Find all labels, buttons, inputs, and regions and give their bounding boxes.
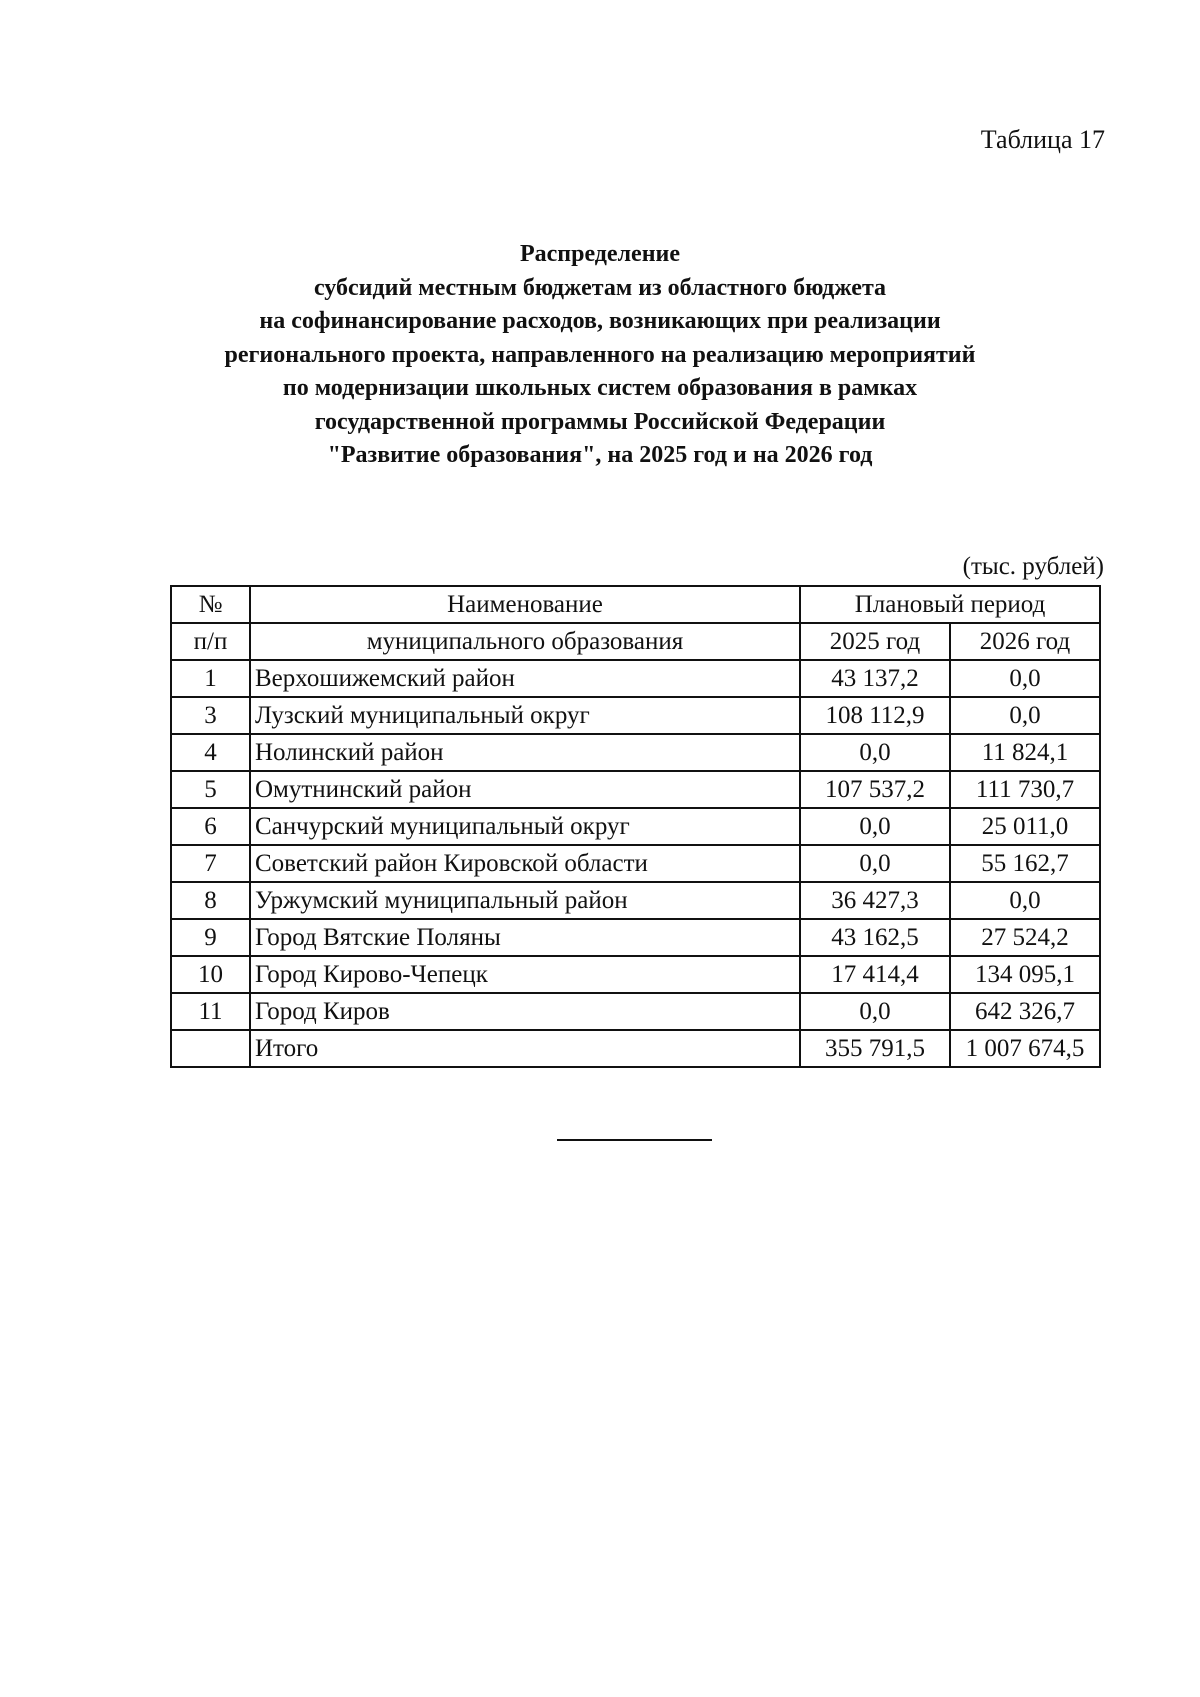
row-number: 1 [171, 660, 250, 697]
total-label: Итого [250, 1030, 800, 1067]
row-number: 11 [171, 993, 250, 1030]
value-2026: 11 824,1 [950, 734, 1100, 771]
title-line: регионального проекта, направленного на реализацию мероприятий [224, 341, 976, 368]
value-2025: 43 162,5 [800, 919, 950, 956]
row-number: 8 [171, 882, 250, 919]
value-2025: 108 112,9 [800, 697, 950, 734]
value-2026: 0,0 [950, 660, 1100, 697]
municipality-name: Город Киров [250, 993, 800, 1030]
value-2025: 43 137,2 [800, 660, 950, 697]
row-number: 10 [171, 956, 250, 993]
header-num-sub: п/п [171, 623, 250, 660]
footer-divider [557, 1139, 712, 1141]
units-label: (тыс. рублей) [962, 553, 1104, 580]
header-year-2025: 2025 год [800, 623, 950, 660]
value-2026: 0,0 [950, 882, 1100, 919]
municipality-name: Город Вятские Поляны [250, 919, 800, 956]
value-2026: 27 524,2 [950, 919, 1100, 956]
value-2025: 17 414,4 [800, 956, 950, 993]
municipality-name: Нолинский район [250, 734, 800, 771]
total-2025: 355 791,5 [800, 1030, 950, 1067]
table-body [171, 660, 1100, 1030]
municipality-name: Город Кирово-Чепецк [250, 956, 800, 993]
title-line: субсидий местным бюджетам из областного бюджета [313, 274, 887, 301]
table-row [171, 808, 1100, 845]
table-row [171, 882, 1100, 919]
table-row [171, 845, 1100, 882]
value-2025: 107 537,2 [800, 771, 950, 808]
row-number: 6 [171, 808, 250, 845]
value-2025: 36 427,3 [800, 882, 950, 919]
total-num-cell [171, 1030, 250, 1067]
value-2026: 642 326,7 [950, 993, 1100, 1030]
title-line: государственной программы Российской Федерации [314, 408, 886, 435]
municipality-name: Санчурский муниципальный округ [250, 808, 800, 845]
row-number: 7 [171, 845, 250, 882]
municipality-name: Лузский муниципальный округ [250, 697, 800, 734]
header-num: № [171, 586, 250, 623]
header-name: Наименование [250, 586, 800, 623]
table-total-row [171, 1030, 1100, 1067]
table-row [171, 734, 1100, 771]
title-line: Распределение [519, 241, 681, 267]
row-number: 4 [171, 734, 250, 771]
table-row [171, 660, 1100, 697]
row-number: 9 [171, 919, 250, 956]
municipality-name: Уржумский муниципальный район [250, 882, 800, 919]
row-number: 3 [171, 697, 250, 734]
value-2025: 0,0 [800, 808, 950, 845]
subsidy-table [170, 585, 1101, 1068]
value-2025: 0,0 [800, 734, 950, 771]
municipality-name: Советский район Кировской области [250, 845, 800, 882]
table-row [171, 956, 1100, 993]
header-period: Плановый период [800, 586, 1100, 623]
value-2025: 0,0 [800, 993, 950, 1030]
table-header-row [171, 623, 1100, 660]
value-2026: 0,0 [950, 697, 1100, 734]
value-2025: 0,0 [800, 845, 950, 882]
table-row [171, 993, 1100, 1030]
value-2026: 134 095,1 [950, 956, 1100, 993]
total-2026: 1 007 674,5 [950, 1030, 1100, 1067]
table-row [171, 771, 1100, 808]
table-row [171, 919, 1100, 956]
title-line: по модернизации школьных систем образования в рамках [282, 375, 918, 401]
value-2026: 55 162,7 [950, 845, 1100, 882]
document-title [0, 238, 1200, 473]
table-row [171, 697, 1100, 734]
value-2026: 111 730,7 [950, 771, 1100, 808]
municipality-name: Омутнинский район [250, 771, 800, 808]
title-line: "Развитие образования", на 2025 год и на 2026 год [327, 442, 873, 468]
title-line: на софинансирование расходов, возникающих при реализации [259, 308, 941, 334]
header-name-sub: муниципального образования [250, 623, 800, 660]
table-number: Таблица 17 [980, 125, 1105, 154]
row-number: 5 [171, 771, 250, 808]
municipality-name: Верхошижемский район [250, 660, 800, 697]
table-header-row [171, 586, 1100, 623]
value-2026: 25 011,0 [950, 808, 1100, 845]
header-year-2026: 2026 год [950, 623, 1100, 660]
